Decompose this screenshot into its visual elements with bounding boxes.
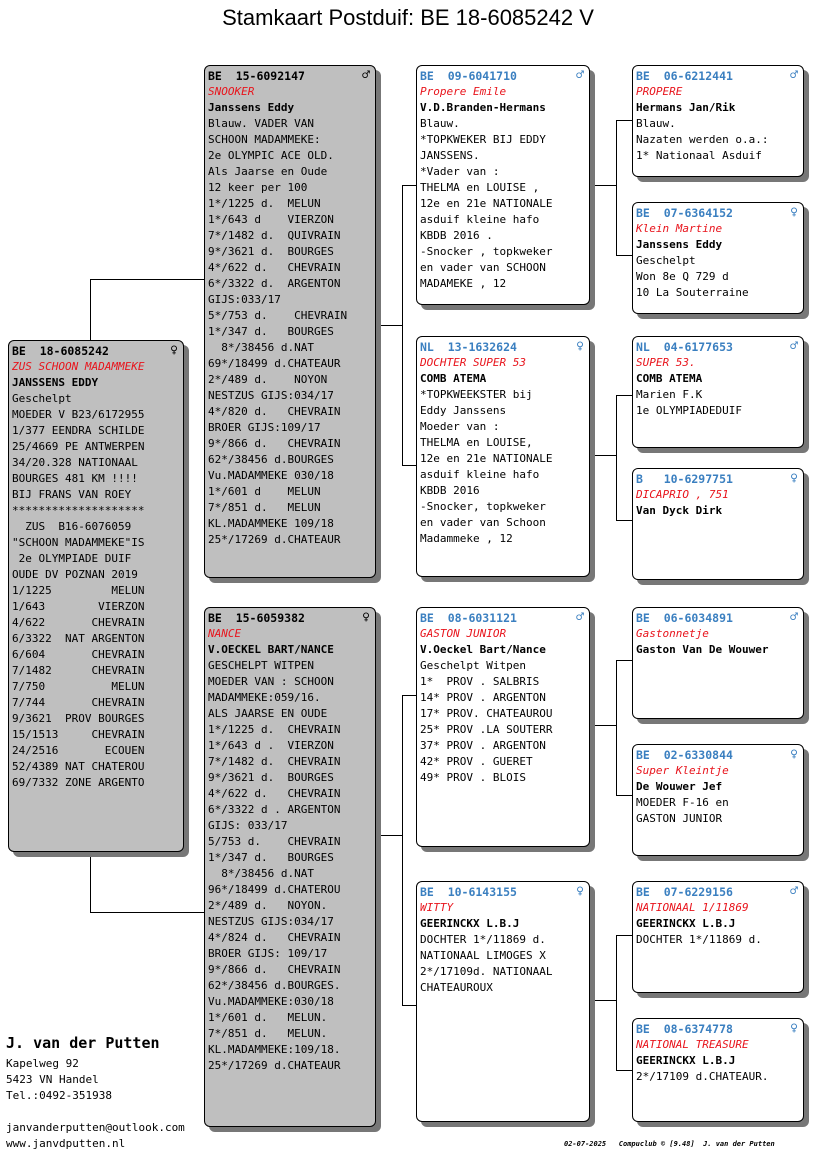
pigeon-card-father[interactable] — [204, 65, 376, 578]
pedigree-note-line: Madammeke , 12 — [420, 532, 513, 545]
pedigree-note-line: 4*/622 d. CHEVRAIN — [208, 787, 341, 800]
breeder-phone: Tel.:0492-351938 — [6, 1089, 112, 1102]
pedigree-note-line: Won 8e Q 729 d — [636, 270, 729, 283]
pigeon-name: Super Kleintje — [636, 764, 729, 777]
pedigree-note-line: 2*/489 d. NOYON. — [208, 899, 328, 912]
pigeon-name: Klein Martine — [636, 222, 723, 235]
connector — [90, 852, 91, 912]
pigeon-name: NATIONAAL 1/11869 — [636, 901, 749, 914]
breeder-website[interactable]: www.janvdputten.nl — [6, 1137, 126, 1150]
connector — [616, 660, 617, 795]
pigeon-name: SUPER 53. — [636, 356, 696, 369]
connector — [402, 185, 403, 465]
pedigree-note-line: BROER GIJS:109/17 — [208, 421, 321, 434]
connector — [616, 935, 617, 1070]
ring-number-text: NL 13-1632624 — [420, 340, 517, 354]
ring-number-text: BE 08-6031121 — [420, 611, 517, 625]
pedigree-note-line: 69/7332 ZONE ARGENTO — [12, 776, 145, 789]
pedigree-note-line: THELMA en LOUISE, — [420, 436, 533, 449]
pedigree-note-line: KL.MADAMMEKE 109/18 — [208, 517, 334, 530]
pigeon-card-ffm[interactable] — [632, 202, 804, 314]
pedigree-note-line: BIJ FRANS VAN ROEY — [12, 488, 132, 501]
pigeon-card-mmm[interactable] — [632, 1018, 804, 1122]
connector — [616, 520, 633, 521]
pigeon-name: Gastonnetje — [636, 627, 709, 640]
pedigree-note-line: 14* PROV . ARGENTON — [420, 691, 546, 704]
pedigree-note-line: NESTZUS GIJS:034/17 — [208, 389, 334, 402]
pigeon-owner: GEERINCKX L.B.J — [636, 1054, 736, 1067]
pigeon-owner: Gaston Van De Wouwer — [636, 643, 769, 656]
connector — [90, 912, 204, 913]
pedigree-note-line: 7*/851 d. MELUN. — [208, 1027, 328, 1040]
pigeon-card-mfm[interactable] — [632, 744, 804, 856]
pedigree-note-line: 49* PROV . BLOIS — [420, 771, 526, 784]
pedigree-note-line: 2*/17109d. NATIONAAL — [420, 965, 553, 978]
pedigree-note-line: OUDE DV POZNAN 2019 — [12, 568, 138, 581]
pedigree-note-line: *TOPKWEEKSTER bij — [420, 388, 533, 401]
pedigree-note-line: KBDB 2016 . — [420, 229, 493, 242]
pigeon-card-mother-mother[interactable] — [416, 881, 590, 1122]
pedigree-note-line: 7*/851 d. MELUN — [208, 501, 321, 514]
pedigree-note-line: 2*/17109 d.CHATEAUR. — [636, 1070, 769, 1083]
pedigree-note-line: MOEDER F-16 en — [636, 796, 729, 809]
connector — [616, 1070, 633, 1071]
pedigree-note-line: JANSSENS. — [420, 149, 480, 162]
ring-number — [420, 884, 586, 900]
pedigree-note-line: THELMA en LOUISE , — [420, 181, 540, 194]
pigeon-owner: GEERINCKX L.B.J — [636, 917, 736, 930]
pedigree-note-line: 12 keer per 100 — [208, 181, 308, 194]
pedigree-note-line: 1*/1225 d. MELUN — [208, 197, 321, 210]
ring-number — [420, 68, 586, 84]
pedigree-note-line: 12e en 21e NATIONALE — [420, 197, 553, 210]
male-icon: ♂ — [790, 610, 798, 625]
pedigree-note-line: 6*/3322 d . ARGENTON — [208, 803, 341, 816]
pedigree-note-line: 1/643 VIERZON — [12, 600, 145, 613]
pedigree-note-line: 9*/3621 d. BOURGES — [208, 771, 334, 784]
breeder-name: J. van der Putten — [6, 1034, 160, 1052]
pedigree-note-line: *TOPKWEKER BIJ EDDY — [420, 133, 546, 146]
pedigree-note-line: 2e OLYMPIC ACE OLD. — [208, 149, 334, 162]
pedigree-note-line: 2*/489 d. NOYON — [208, 373, 328, 386]
pigeon-owner: Hermans Jan/Rik — [636, 101, 736, 114]
pigeon-owner: GEERINCKX L.B.J — [420, 917, 520, 930]
connector — [590, 725, 616, 726]
pigeon-owner: Janssens Eddy — [636, 238, 723, 251]
ring-number — [208, 610, 372, 626]
ring-number — [636, 205, 800, 221]
ring-number — [420, 339, 586, 355]
breeder-city: 5423 VN Handel — [6, 1073, 99, 1086]
pigeon-owner: COMB ATEMA — [636, 372, 703, 385]
pedigree-note-line: 7/1482 CHEVRAIN — [12, 664, 145, 677]
female-icon: ♀ — [362, 610, 370, 625]
pedigree-note-line: 5*/753 d. CHEVRAIN — [208, 309, 348, 322]
pedigree-note-line: 25* PROV .LA SOUTERR — [420, 723, 553, 736]
connector — [616, 660, 633, 661]
ring-number-text: BE 09-6041710 — [420, 69, 517, 83]
pedigree-note-line: 8*/38456 d.NAT — [208, 341, 314, 354]
pedigree-note-line: DOCHTER 1*/11869 d. — [420, 933, 546, 946]
breeder-address: Kapelweg 92 — [6, 1057, 79, 1070]
pedigree-note-line: 1*/601 d MELUN — [208, 485, 321, 498]
connector — [402, 695, 403, 1005]
pigeon-name: PROPERE — [636, 85, 683, 98]
ring-number-text: BE 06-6212441 — [636, 69, 733, 83]
connector — [616, 795, 633, 796]
pedigree-note-line: 1/377 EENDRA SCHILDE — [12, 424, 145, 437]
pigeon-name: DOCHTER SUPER 53 — [420, 356, 526, 369]
ring-number — [208, 68, 372, 84]
pedigree-note-line: 9*/866 d. CHEVRAIN — [208, 437, 341, 450]
male-icon: ♂ — [790, 68, 798, 83]
pedigree-note-line: GIJS:033/17 — [208, 293, 281, 306]
pedigree-note-line: 42* PROV . GUERET — [420, 755, 533, 768]
pedigree-note-line: 25/4669 PE ANTWERPEN — [12, 440, 145, 453]
pedigree-note-line: 1*/347 d. BOURGES — [208, 325, 334, 338]
pedigree-note-line: NATIONAAL LIMOGES X — [420, 949, 546, 962]
pedigree-note-line: Als Jaarse en Oude — [208, 165, 328, 178]
pedigree-note-line: Eddy Janssens — [420, 404, 507, 417]
ring-number — [636, 610, 800, 626]
pedigree-note-line: MADAMMEKE:059/16. — [208, 691, 321, 704]
female-icon: ♀ — [790, 471, 798, 486]
pedigree-note-line: 15/1513 CHEVRAIN — [12, 728, 145, 741]
male-icon: ♂ — [790, 884, 798, 899]
breeder-info — [6, 1034, 185, 1152]
ring-number — [636, 339, 800, 355]
pedigree-note-line: Vu.MADAMMEKE 030/18 — [208, 469, 334, 482]
pedigree-note-line: NESTZUS GIJS:034/17 — [208, 915, 334, 928]
pedigree-note-line: 1* PROV . SALBRIS — [420, 675, 540, 688]
pigeon-card-fmf[interactable] — [632, 336, 804, 448]
ring-number-text: NL 04-6177653 — [636, 340, 733, 354]
male-icon: ♂ — [576, 68, 584, 83]
pedigree-note-line: 1* Nationaal Asduif — [636, 149, 762, 162]
pedigree-note-line: -Snocker , topkweker — [420, 245, 553, 258]
pedigree-note-line: 1*/643 d VIERZON — [208, 213, 334, 226]
pigeon-owner: JANSSENS EDDY — [12, 376, 99, 389]
pigeon-name: NANCE — [208, 627, 242, 640]
pedigree-note-line: 96*/18499 d.CHATEROU — [208, 883, 341, 896]
pedigree-note-line: 2e OLYMPIADE DUIF — [12, 552, 132, 565]
pigeon-card-father-mother[interactable] — [416, 336, 590, 577]
pedigree-note-line: *Vader van : — [420, 165, 500, 178]
pedigree-note-line: 6/604 CHEVRAIN — [12, 648, 145, 661]
pigeon-owner: V.D.Branden-Hermans — [420, 101, 546, 114]
ring-number-text: BE 18-6085242 — [12, 344, 109, 358]
pedigree-note-line: 7*/1482 d. CHEVRAIN — [208, 755, 341, 768]
pedigree-note-line: 4*/820 d. CHEVRAIN — [208, 405, 341, 418]
pedigree-note-line: -Snocker, topkweker — [420, 500, 546, 513]
pedigree-note-line: 12e en 21e NATIONALE — [420, 452, 553, 465]
ring-number-text: BE 07-6229156 — [636, 885, 733, 899]
ring-number-text: BE 10-6143155 — [420, 885, 517, 899]
male-icon: ♂ — [790, 339, 798, 354]
pedigree-note-line: 37* PROV . ARGENTON — [420, 739, 546, 752]
pedigree-note-line: GIJS: 033/17 — [208, 819, 288, 832]
pedigree-note-line: KL.MADAMMEKE:109/18. — [208, 1043, 341, 1056]
connector — [90, 279, 204, 280]
pedigree-note-line: 1e OLYMPIADEDUIF — [636, 404, 742, 417]
pedigree-note-line: 1/1225 MELUN — [12, 584, 145, 597]
pedigree-note-line: 10 La Souterraine — [636, 286, 749, 299]
pigeon-owner: V.OECKEL BART/NANCE — [208, 643, 334, 656]
pedigree-note-line: DOCHTER 1*/11869 d. — [636, 933, 762, 946]
pedigree-note-line: Vu.MADAMMEKE:030/18 — [208, 995, 334, 1008]
ring-number — [636, 471, 800, 487]
pigeon-card-mother-father[interactable] — [416, 607, 590, 847]
pigeon-owner: V.Oeckel Bart/Nance — [420, 643, 546, 656]
pigeon-owner: De Wouwer Jef — [636, 780, 723, 793]
pedigree-note-line: 1*/643 d . VIERZON — [208, 739, 334, 752]
pedigree-note-line: 52/4389 NAT CHATEROU — [12, 760, 145, 773]
ring-number-text: BE 06-6034891 — [636, 611, 733, 625]
pigeon-name: NATIONAL TREASURE — [636, 1038, 749, 1051]
pedigree-note-line: 4*/622 d. CHEVRAIN — [208, 261, 341, 274]
pigeon-card-fmm[interactable] — [632, 468, 804, 580]
pedigree-note-line: 69*/18499 d.CHATEAUR — [208, 357, 341, 370]
pedigree-note-line: GASTON JUNIOR — [636, 812, 723, 825]
connector — [376, 835, 402, 836]
pedigree-note-line: 8*/38456 d.NAT — [208, 867, 314, 880]
pedigree-note-line: 9*/866 d. CHEVRAIN — [208, 963, 341, 976]
pedigree-note-line: ZUS B16-6076059 — [12, 520, 132, 533]
male-icon: ♂ — [576, 610, 584, 625]
pedigree-note-line: 7*/1482 d. QUIVRAIN — [208, 229, 341, 242]
pedigree-note-line: GESCHELPT WITPEN — [208, 659, 314, 672]
pedigree-note-line: 25*/17269 d.CHATEAUR — [208, 533, 341, 546]
ring-number-text: BE 08-6374778 — [636, 1022, 733, 1036]
female-icon: ♀ — [790, 205, 798, 220]
pedigree-note-line: Nazaten werden o.a.: — [636, 133, 769, 146]
pedigree-note-line: 34/20.328 NATIONAAL — [12, 456, 138, 469]
pigeon-name: SNOOKER — [208, 85, 255, 98]
pedigree-note-line: 4*/824 d. CHEVRAIN — [208, 931, 341, 944]
pedigree-note-line: 6*/3322 d. ARGENTON — [208, 277, 341, 290]
pedigree-note-line: Blauw. — [420, 117, 460, 130]
connector — [590, 455, 616, 456]
pigeon-owner: Van Dyck Dirk — [636, 504, 723, 517]
pedigree-note-line: asduif kleine hafo — [420, 213, 540, 226]
pedigree-note-line: en vader van SCHOON — [420, 261, 546, 274]
pedigree-note-line: Blauw. — [636, 117, 676, 130]
pedigree-note-line: 9/3621 PROV BOURGES — [12, 712, 145, 725]
pigeon-name: ZUS SCHOON MADAMMEKE — [12, 360, 145, 373]
pigeon-name: Propere Emile — [420, 85, 507, 98]
pedigree-note-line: ALS JAARSE EN OUDE — [208, 707, 328, 720]
pedigree-note-line: 17* PROV. CHATEAUROU — [420, 707, 553, 720]
pedigree-note-line: KBDB 2016 — [420, 484, 480, 497]
ring-number — [636, 1021, 800, 1037]
pedigree-note-line: 1*/347 d. BOURGES — [208, 851, 334, 864]
pedigree-note-line: Blauw. VADER VAN — [208, 117, 314, 130]
pedigree-note-line: MADAMEKE , 12 — [420, 277, 507, 290]
pigeon-card-mmf[interactable] — [632, 881, 804, 993]
pigeon-card-subject[interactable] — [8, 340, 184, 852]
pedigree-note-line: SCHOON MADAMMEKE: — [208, 133, 321, 146]
pedigree-note-line: 1*/601 d. MELUN. — [208, 1011, 328, 1024]
female-icon: ♀ — [790, 1021, 798, 1036]
ring-number-text: B 10-6297751 — [636, 472, 733, 486]
connector — [616, 935, 633, 936]
pedigree-note-line: 24/2516 ECOUEN — [12, 744, 145, 757]
pedigree-note-line: BOURGES 481 KM !!!! — [12, 472, 138, 485]
male-icon: ♂ — [362, 68, 370, 83]
pigeon-owner: COMB ATEMA — [420, 372, 487, 385]
female-icon: ♀ — [170, 343, 178, 358]
connector — [590, 1000, 616, 1001]
pedigree-note-line: Geschelpt Witpen — [420, 659, 526, 672]
ring-number — [420, 610, 586, 626]
pedigree-note-line: "SCHOON MADAMMEKE"IS — [12, 536, 145, 549]
ring-number — [636, 747, 800, 763]
connector — [90, 279, 91, 341]
pedigree-note-line: 62*/38456 d.BOURGES — [208, 453, 334, 466]
female-icon: ♀ — [576, 339, 584, 354]
pigeon-card-father-father[interactable] — [416, 65, 590, 305]
female-icon: ♀ — [790, 747, 798, 762]
connector — [590, 185, 616, 186]
pedigree-note-line: 7/750 MELUN — [12, 680, 145, 693]
pedigree-note-line: 6/3322 NAT ARGENTON — [12, 632, 145, 645]
female-icon: ♀ — [576, 884, 584, 899]
pedigree-note-line: MOEDER VAN : SCHOON — [208, 675, 334, 688]
breeder-email[interactable]: janvanderputten@outlook.com — [6, 1121, 185, 1134]
connector — [616, 255, 633, 256]
pedigree-note-line: 1*/1225 d. CHEVRAIN — [208, 723, 341, 736]
ring-number — [636, 68, 800, 84]
connector — [616, 120, 617, 255]
ring-number-text: BE 02-6330844 — [636, 748, 733, 762]
ring-number-text: BE 15-6059382 — [208, 611, 305, 625]
pedigree-note-line: BROER GIJS: 109/17 — [208, 947, 328, 960]
pedigree-note-line: Moeder van : — [420, 420, 500, 433]
pedigree-note-line: en vader van Schoon — [420, 516, 546, 529]
pedigree-note-line: Marien F.K — [636, 388, 703, 401]
ring-number — [12, 343, 180, 359]
ring-number-text: BE 15-6092147 — [208, 69, 305, 83]
pedigree-note-line: asduif kleine hafo — [420, 468, 540, 481]
ring-number-text: BE 07-6364152 — [636, 206, 733, 220]
pedigree-note-line: ******************** — [12, 504, 145, 517]
pigeon-name: WITTY — [420, 901, 454, 914]
pigeon-card-fff[interactable] — [632, 65, 804, 177]
pigeon-owner: Janssens Eddy — [208, 101, 295, 114]
pigeon-name: GASTON JUNIOR — [420, 627, 507, 640]
pedigree-note-line: CHATEAUROUX — [420, 981, 493, 994]
pedigree-note-line: Geschelpt — [636, 254, 696, 267]
connector — [616, 395, 617, 520]
pedigree-note-line: 9*/3621 d. BOURGES — [208, 245, 334, 258]
pigeon-card-mff[interactable] — [632, 607, 804, 719]
pedigree-note-line: 7/744 CHEVRAIN — [12, 696, 145, 709]
connector — [616, 120, 633, 121]
pigeon-card-mother[interactable] — [204, 607, 376, 1127]
pedigree-note-line: MOEDER V B23/6172955 — [12, 408, 145, 421]
pedigree-note-line: 4/622 CHEVRAIN — [12, 616, 145, 629]
connector — [376, 325, 402, 326]
pigeon-name: DICAPRIO , 751 — [636, 488, 729, 501]
page-title: Stamkaart Postduif: BE 18-6085242 V — [222, 5, 594, 30]
connector — [616, 395, 633, 396]
pedigree-note-line: 62*/38456 d.BOURGES. — [208, 979, 341, 992]
pedigree-note-line: 5/753 d. CHEVRAIN — [208, 835, 341, 848]
pedigree-note-line: Geschelpt — [12, 392, 72, 405]
ring-number — [636, 884, 800, 900]
pedigree-note-line: 25*/17269 d.CHATEAUR — [208, 1059, 341, 1072]
footer-credit: 02-07-2025 Compuclub © [9.48] J. van der Putten — [564, 1140, 775, 1148]
